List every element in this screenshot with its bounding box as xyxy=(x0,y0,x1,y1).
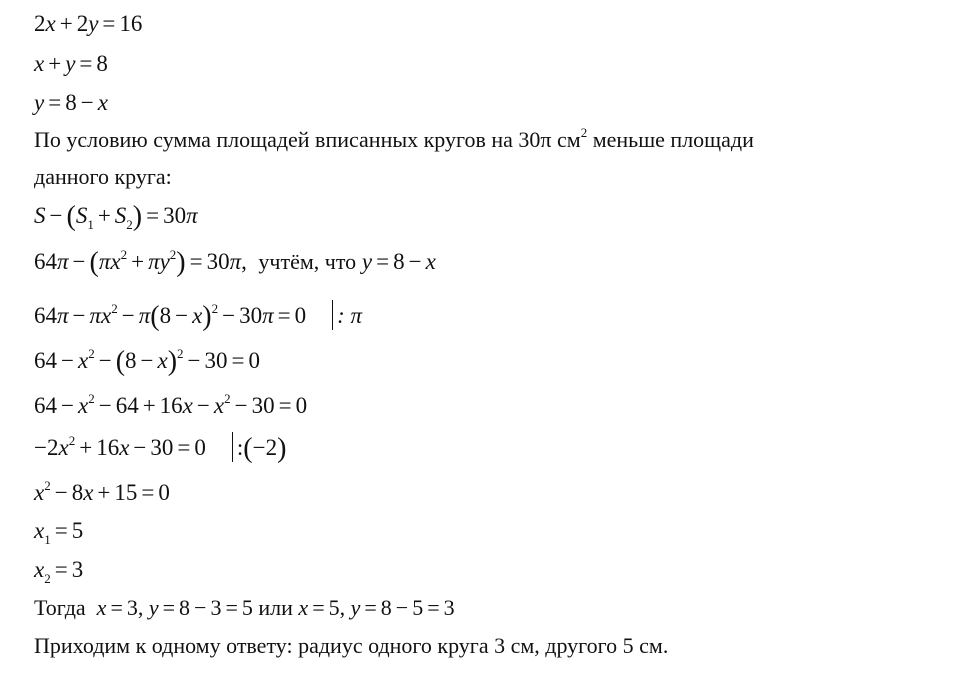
division-bar xyxy=(232,432,233,462)
note-text: учтём, что xyxy=(258,249,357,274)
equation-line-5: $64\pi - (\pi x^2 + \pi y^2) = 30\pi$, учтём, что y = 8 − x xyxy=(34,247,436,278)
division-note: : xyxy=(236,435,244,460)
condition-text-line-1 xyxy=(34,126,754,154)
equation-line-8: $64 - x^2 - 64 + 16x - x^2 - 30 = 0$ xyxy=(34,391,308,418)
equation-line-9: $-2x^2 + 16x - 30 = 0$ :(−2) xyxy=(34,433,287,464)
then-word: Тогда xyxy=(34,595,86,620)
condition-text-tail: меньше площади xyxy=(587,127,754,152)
equation-line-6: $64\pi - \pi x^2 - \pi(8 - x)^2 - 30\pi = 0$ : π xyxy=(34,301,363,332)
equation-line-7: $64 - x^2 - (8 - x)^2 - 30 = 0$ xyxy=(34,346,261,377)
condition-text-line-2: данного круга: xyxy=(34,164,172,189)
equation-line-2: x + y = 8 xyxy=(34,51,108,76)
then-line: Тогда x = 3, y = 8 − 3 = 5 или x = 5, y = 8 − 5 = 3 xyxy=(34,595,455,620)
equation-line-3: y = 8 − x xyxy=(34,90,108,115)
equation-line-11: $x_1 = 5$ xyxy=(34,518,84,547)
or-word: или xyxy=(258,595,293,620)
division-note: : π xyxy=(337,303,363,328)
equation-line-4: $S - (S_1 + S_2) = 30\pi$ xyxy=(34,201,198,232)
equation-line-10: $x^2 - 8x + 15 = 0$ xyxy=(34,478,170,505)
condition-text: По условию сумма площадей вписанных кругов на 30π см xyxy=(34,127,581,152)
equation-line-1: 2x + 2y = 16 xyxy=(34,11,143,36)
division-bar xyxy=(332,300,333,330)
superscript: 2 xyxy=(580,125,588,140)
answer-line: Приходим к одному ответу: радиус одного круга 3 см, другого 5 см. xyxy=(34,633,669,658)
equation-line-12: $x_2 = 3$ xyxy=(34,557,84,586)
